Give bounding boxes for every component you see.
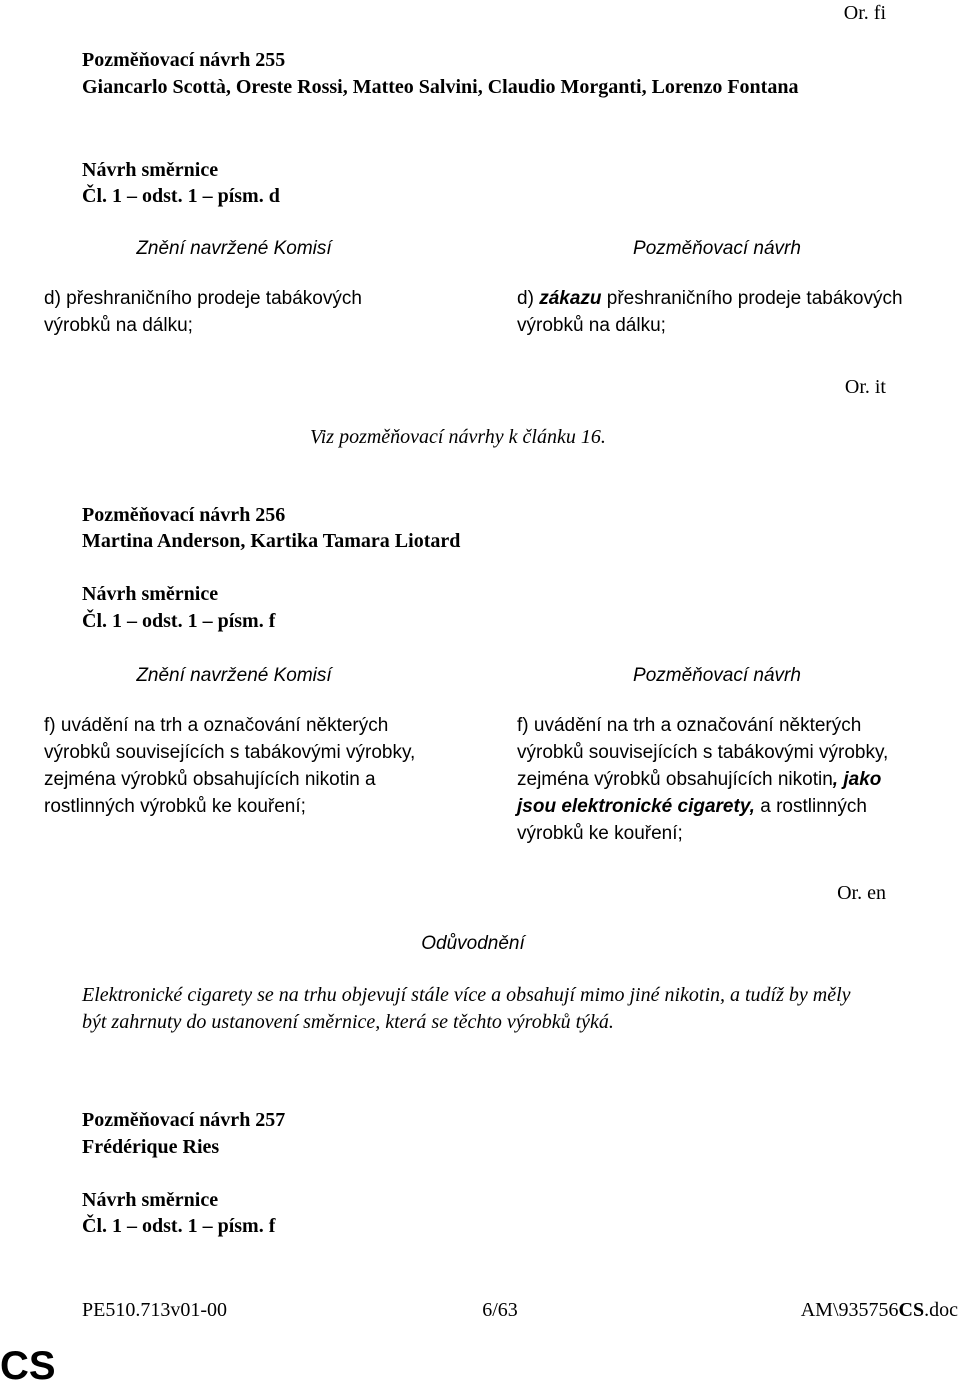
amendment-257-title: Pozměňovací návrh 257 <box>82 1109 286 1131</box>
amendment-text-f <box>517 712 917 847</box>
justification-text: Elektronické cigarety se na trhu objevují stále více a obsahují mimo jiné nikotin, a tudíž by měly být zahrnuty do ustanovení směrnice, která se těchto výrobků týká. <box>82 984 851 1033</box>
amendment-text-f-change: , jako jsou elektronické cigarety, <box>517 769 882 817</box>
amendment-257-proposal: Návrh směrnice <box>82 1189 219 1211</box>
amendment-257-article: Čl. 1 – odst. 1 – písm. f <box>82 1215 276 1237</box>
language-code: CS <box>0 1344 56 1388</box>
amendment-256-title: Pozměňovací návrh 256 <box>82 504 286 526</box>
justification-title: Odůvodnění <box>421 933 525 954</box>
amendment-256-article: Čl. 1 – odst. 1 – písm. f <box>82 610 276 632</box>
amendment-255-title: Pozměňovací návrh 255 <box>82 49 286 71</box>
footer-page-number: 6/63 <box>482 1299 518 1321</box>
footer-file-name-ext: .doc <box>924 1299 958 1321</box>
original-language-it: Or. it <box>844 376 886 398</box>
commission-text-d: d) přeshraničního prodeje tabákových výrobků na dálku; <box>44 288 362 336</box>
original-language-en: Or. en <box>837 882 886 904</box>
amendment-256-authors: Martina Anderson, Kartika Tamara Liotard <box>82 530 461 552</box>
amendment-header: Pozměňovací návrh <box>633 238 801 259</box>
footer-file-name-lang: CS <box>898 1299 925 1321</box>
amendment-text-d-change: zákazu <box>539 288 602 309</box>
amendment-257-authors: Frédérique Ries <box>82 1136 220 1158</box>
amendment-255-proposal: Návrh směrnice <box>82 159 219 181</box>
amendment-255-article: Čl. 1 – odst. 1 – písm. d <box>82 185 280 207</box>
original-language-fi: Or. fi <box>843 2 886 24</box>
footer-file-name <box>700 1297 958 1324</box>
amendment-256-proposal: Návrh směrnice <box>82 583 219 605</box>
amendment-text-f-suffix: a rostlinných výrobků ke kouření; <box>517 796 867 844</box>
commission-text-f: f) uvádění na trh a označování některých výrobků souvisejících s tabákovými výrobky, zejména výrobků obsahujících nikotin a rostlinných výrobků ke kouření; <box>44 715 416 817</box>
amendment-text-d-suffix: přeshraničního prodeje tabákových výrobků na dálku; <box>517 288 903 336</box>
amendment-header: Pozměňovací návrh <box>633 665 801 686</box>
footer-document-number: PE510.713v01-00 <box>82 1299 227 1321</box>
amendment-text-d-prefix: d) <box>517 288 540 309</box>
commission-text-header: Znění navržené Komisí <box>136 665 332 686</box>
footer-file-name-prefix: AM\935756 <box>800 1299 899 1321</box>
amendment-255-note: Viz pozměňovací návrhy k článku 16. <box>310 426 606 448</box>
amendment-text-d <box>517 285 917 339</box>
amendment-text-f-prefix: f) uvádění na trh a označování některých výrobků souvisejících s tabákovými výrobky, zejména výrobků obsahujících nikotin <box>517 715 889 790</box>
commission-text-header: Znění navržené Komisí <box>136 238 332 259</box>
amendment-255-authors: Giancarlo Scottà, Oreste Rossi, Matteo Salvini, Claudio Morganti, Lorenzo Fontana <box>82 76 799 98</box>
